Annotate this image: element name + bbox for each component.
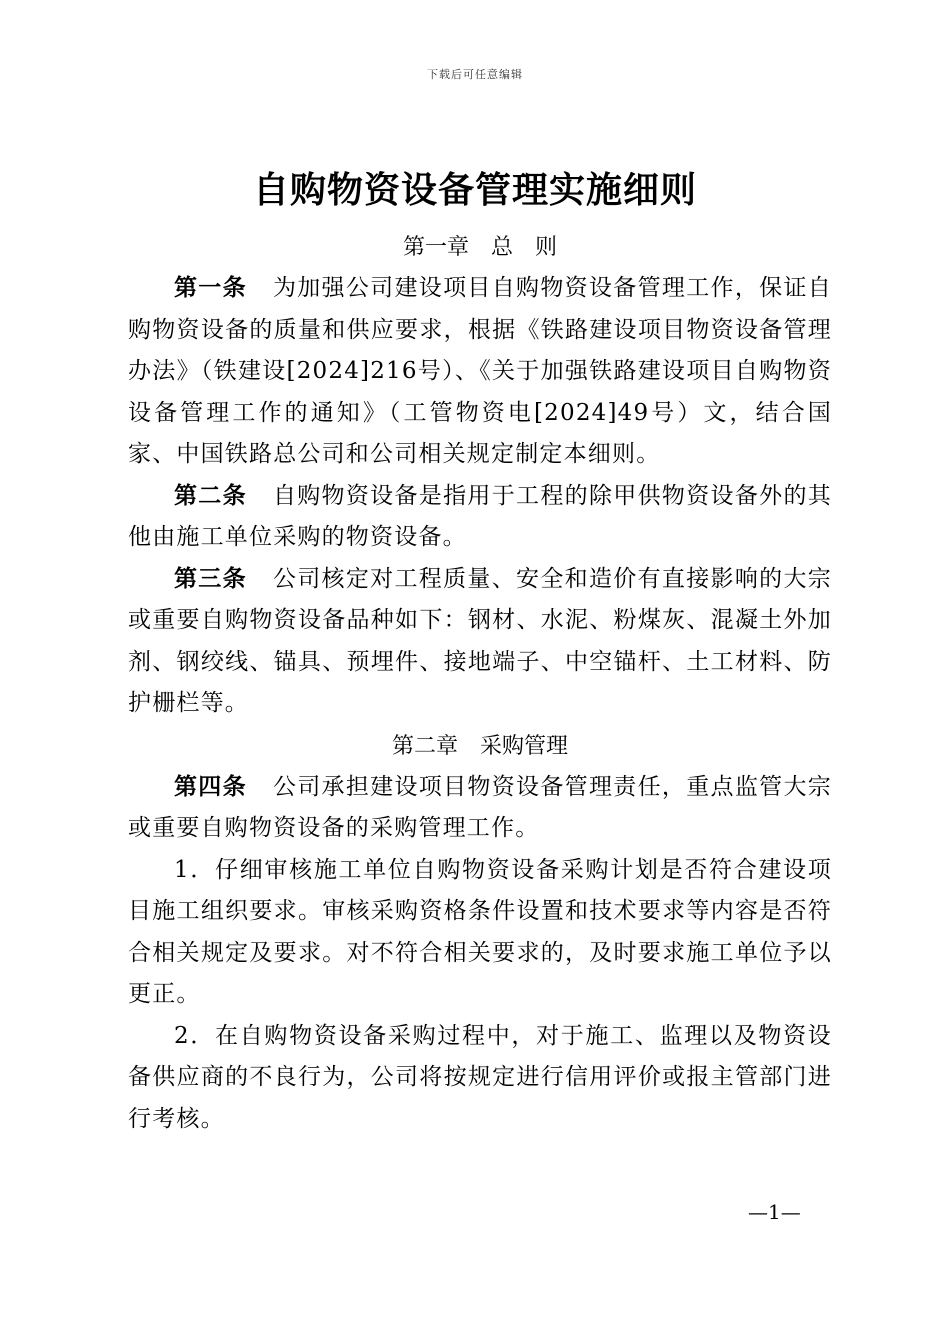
article-2-number: 第二条 [174, 482, 247, 509]
article-1 [128, 268, 832, 476]
article-4 [128, 767, 832, 850]
article-3-number: 第三条 [174, 565, 247, 592]
header-note: 下载后可任意编辑 [427, 68, 523, 81]
article-1-number: 第一条 [174, 275, 247, 301]
chapter-2-heading: 第二章 采购管理 [391, 733, 568, 759]
list-item-1: 1．仔细审核施工单位自购物资设备采购计划是否符合建设项目施工组织要求。审核采购资格条件设置和技术要求等内容是否符合相关规定及要求。对不符合相关要求的，及时要求施工单位予以更正。 [128, 856, 832, 1007]
article-2 [128, 476, 832, 559]
page-number: —1— [748, 1200, 801, 1224]
document-body [128, 226, 832, 1140]
article-3 [128, 559, 832, 725]
document-title: 自购物资设备管理实施细则 [252, 170, 697, 211]
article-4-text: 公司承担建设项目物资设备管理责任，重点监管大宗或重要自购物资设备的采购管理工作。 [128, 773, 832, 841]
chapter-1-heading: 第一章 总 则 [402, 235, 557, 260]
list-item-2: 2．在自购物资设备采购过程中，对于施工、监理以及物资设备供应商的不良行为，公司将按规定进行信用评价或报主管部门进行考核。 [128, 1022, 832, 1132]
article-2-text: 自购物资设备是指用于工程的除甲供物资设备外的其他由施工单位采购的物资设备。 [128, 482, 832, 550]
article-4-number: 第四条 [174, 773, 247, 800]
article-3-text: 公司核定对工程质量、安全和造价有直接影响的大宗或重要自购物资设备品种如下：钢材、水泥、粉煤灰、混凝土外加剂、钢绞线、锚具、预埋件、接地端子、中空锚杆、土工材料、防护栅栏等。 [128, 565, 832, 716]
article-1-text: 为加强公司建设项目自购物资设备管理工作，保证自购物资设备的质量和供应要求，根据《铁路建设项目物资设备管理办法》（铁建设[2024]216号）、《关于加强铁路建设项目自购物资设备管理工作的通知》（工管物资电[2024]49号）文，结合国家、中国铁路总公司和公司相关规定制定本细则。 [128, 275, 832, 467]
